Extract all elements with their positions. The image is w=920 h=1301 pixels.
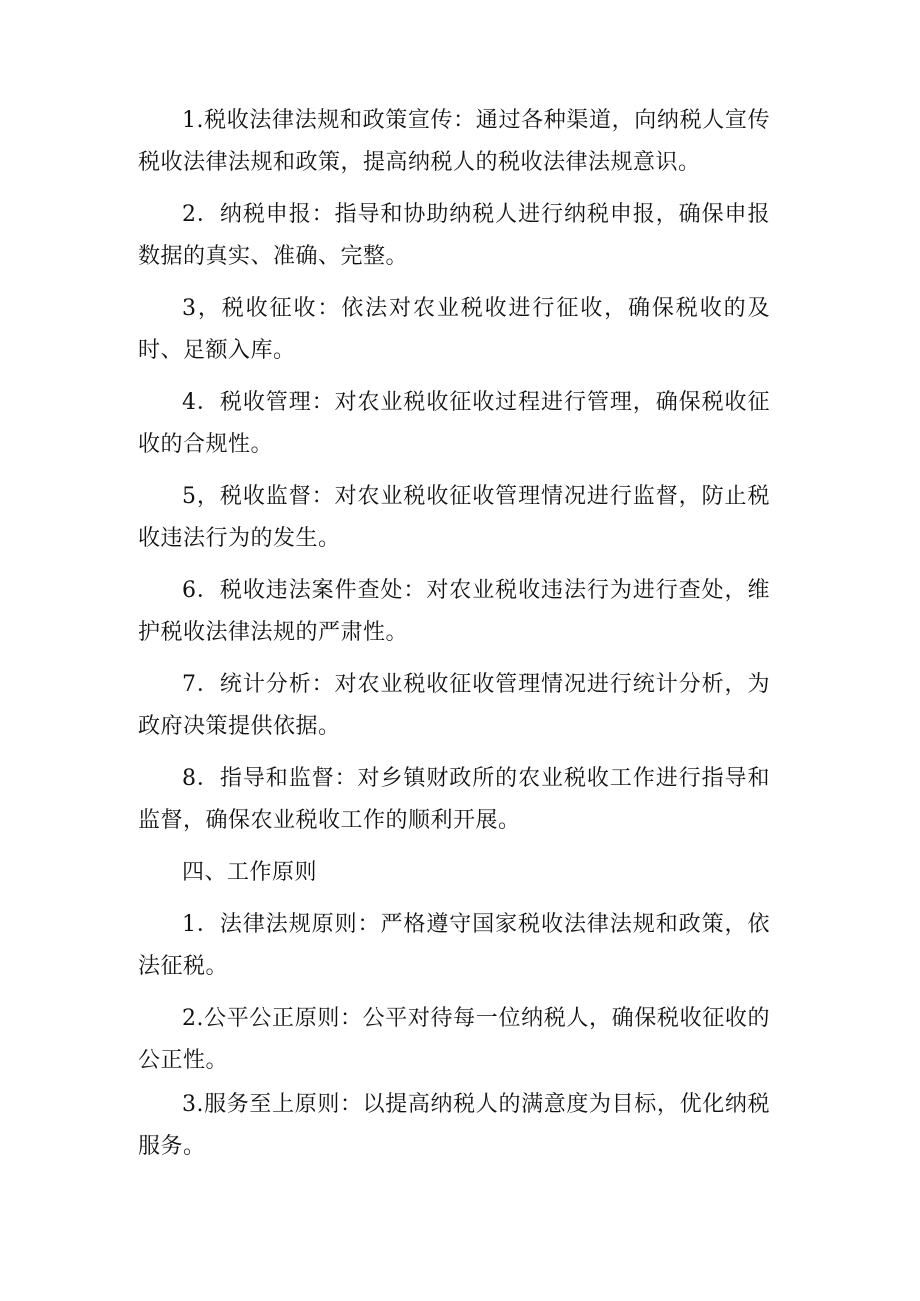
paragraph-duty-6: 6．税收违法案件查处：对农业税收违法行为进行查处，维护税收法律法规的严肃性。 xyxy=(138,578,770,645)
paragraph-duty-1: 1.税收法律法规和政策宣传：通过各种渠道，向纳税人宣传税收法律法规和政策，提高纳税人的税收法律法规意识。 xyxy=(138,108,770,175)
paragraph-principle-2: 2.公平公正原则：公平对待每一位纳税人，确保税收征收的公正性。 xyxy=(138,1006,770,1073)
paragraph-principle-1: 1．法律法规原则：严格遵守国家税收法律法规和政策，依法征税。 xyxy=(138,912,770,979)
paragraph-duty-5: 5，税收监督：对农业税收征收管理情况进行监督，防止税收违法行为的发生。 xyxy=(138,484,770,551)
paragraph-duty-4: 4．税收管理：对农业税收征收过程进行管理，确保税收征收的合规性。 xyxy=(138,390,770,457)
paragraph-duty-7: 7．统计分析：对农业税收征收管理情况进行统计分析，为政府决策提供依据。 xyxy=(138,672,770,739)
paragraph-duty-2: 2．纳税申报：指导和协助纳税人进行纳税申报，确保申报数据的真实、准确、完整。 xyxy=(138,202,770,269)
paragraph-duty-3: 3，税收征收：依法对农业税收进行征收，确保税收的及时、足额入库。 xyxy=(138,296,770,363)
section-heading-principles: 四、工作原则 xyxy=(182,860,318,885)
paragraph-principle-3: 3.服务至上原则：以提高纳税人的满意度为目标，优化纳税服务。 xyxy=(138,1092,770,1159)
paragraph-duty-8: 8．指导和监督：对乡镇财政所的农业税收工作进行指导和监督，确保农业税收工作的顺利开展。 xyxy=(138,766,770,833)
